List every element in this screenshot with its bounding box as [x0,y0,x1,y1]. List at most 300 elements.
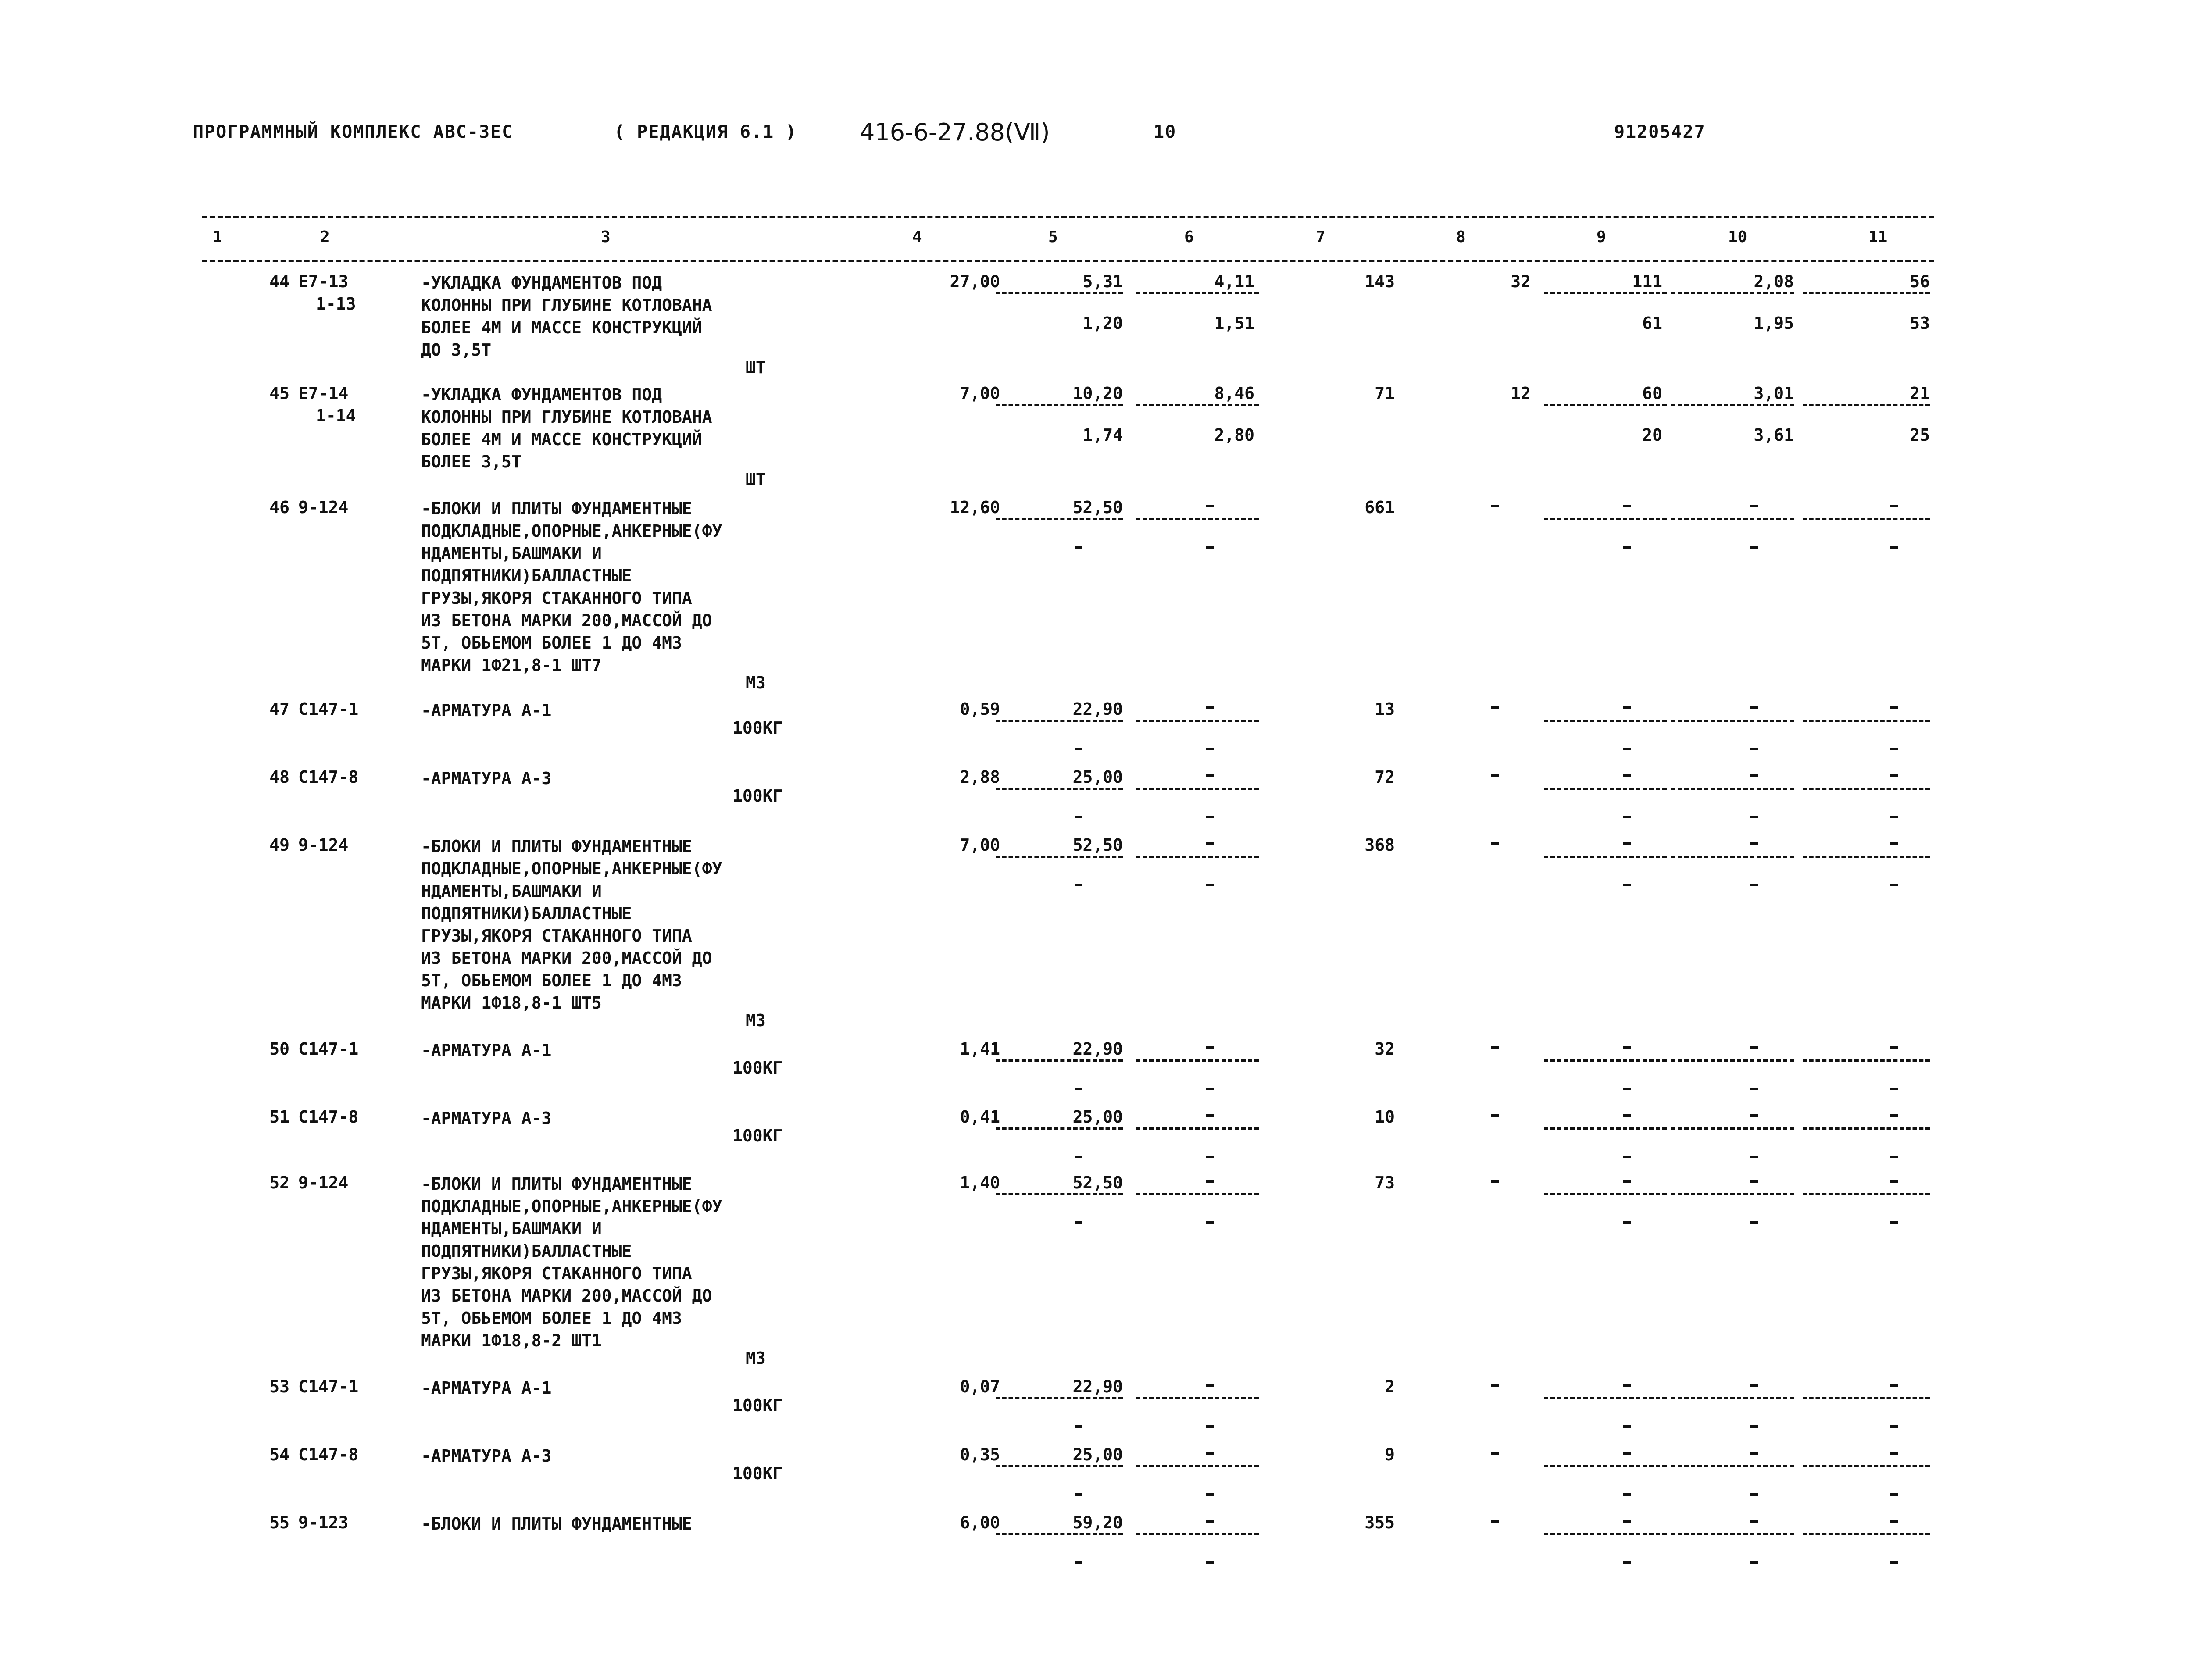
subtotal-rule [1136,1127,1259,1130]
empty-value-dash [1206,842,1214,845]
subtotal-rule [996,856,1123,858]
empty-value-dash [1623,505,1631,507]
empty-value-dash [1890,1046,1898,1049]
norm-code: 9-124 [298,835,349,855]
cell-c7: 10 [1375,1107,1395,1127]
subtotal-rule [1544,1127,1667,1130]
subtotal-rule [1803,1059,1930,1062]
empty-value-dash [1491,1114,1499,1117]
work-description [421,1173,904,1352]
description-line: ПОДКЛАДНЫЕ,ОПОРНЫЕ,АНКЕРНЫЕ(ФУ [421,859,722,878]
empty-value-dash [1075,748,1082,750]
empty-value-dash [1750,774,1758,777]
subtotal-rule [1136,404,1259,406]
cell-c5: 52,50 [1072,835,1123,855]
empty-value-dash [1206,1180,1214,1183]
empty-value-dash [1206,748,1214,750]
cell-c4: 7,00 [960,384,1000,403]
cell-c5: 52,50 [1072,498,1123,517]
edition-label: ( РЕДАКЦИЯ 6.1 ) [614,122,797,142]
empty-value-dash [1206,774,1214,777]
empty-value-dash [1890,1493,1898,1496]
description-line: ИЗ БЕТОНА МАРКИ 200,МАССОЙ ДО [421,611,712,630]
description-line: -УКЛАДКА ФУНДАМЕНТОВ ПОД [421,273,662,292]
row-number: 45 [269,384,289,403]
description-line: БОЛЕЕ 3,5Т [421,452,521,471]
column-header: 6 [1184,228,1194,246]
subtotal-rule [1544,1533,1667,1535]
empty-value-dash [1491,1180,1499,1183]
empty-value-dash [1075,546,1082,549]
subtotal-rule [996,518,1123,520]
empty-value-dash [1890,1384,1898,1387]
cell-c7: 2 [1385,1377,1395,1396]
empty-value-dash [1075,1561,1082,1564]
description-line: НДАМЕНТЫ,БАШМАКИ И [421,544,602,563]
empty-value-dash [1750,706,1758,709]
empty-value-dash [1623,774,1631,777]
empty-value-dash [1491,1520,1499,1523]
description-line: 5Т, ОБЬЕМОМ БОЛЕЕ 1 ДО 4М3 [421,633,682,653]
column-header: 2 [320,228,330,246]
cell-c5: 25,00 [1072,767,1123,787]
subtotal-rule [1136,292,1259,294]
empty-value-dash [1075,1493,1082,1496]
empty-value-dash [1491,842,1499,845]
work-description [421,835,904,1014]
empty-value-dash [1491,1452,1499,1455]
subtotal-rule [1136,856,1259,858]
document-number: 91205427 [1614,122,1706,142]
row-number: 49 [269,835,289,855]
empty-value-dash [1890,1088,1898,1090]
description-line: -АРМАТУРА А-1 [421,1041,552,1060]
empty-value-dash [1890,1180,1898,1183]
description-line: ПОДКЛАДНЫЕ,ОПОРНЫЕ,АНКЕРНЫЕ(ФУ [421,521,722,541]
description-line: -БЛОКИ И ПЛИТЫ ФУНДАМЕНТНЫЕ [421,1514,692,1534]
empty-value-dash [1206,1425,1214,1428]
empty-value-dash [1491,706,1499,709]
cell-c5: 5,31 [1082,272,1123,291]
work-description [421,699,904,722]
description-line: ПОДПЯТНИКИ)БАЛЛАСТНЫЕ [421,904,632,923]
description-line: ИЗ БЕТОНА МАРКИ 200,МАССОЙ ДО [421,949,712,968]
subtotal-rule [1544,856,1667,858]
empty-value-dash [1206,816,1214,818]
subtotal-rule [1544,1397,1667,1399]
column-header: 8 [1456,228,1466,246]
empty-value-dash [1750,505,1758,507]
subtotal-rule [1803,856,1930,858]
empty-value-dash [1750,748,1758,750]
norm-code-secondary: 1-14 [316,406,356,425]
empty-value-dash [1206,1221,1214,1224]
empty-value-dash [1491,505,1499,507]
empty-value-dash [1750,1180,1758,1183]
row-number: 48 [269,767,289,787]
subtotal-rule [1803,788,1930,790]
description-line: ГРУЗЫ,ЯКОРЯ СТАКАННОГО ТИПА [421,926,692,945]
cell-c4: 7,00 [960,835,1000,855]
empty-value-dash [1623,706,1631,709]
cell-c4: 0,07 [960,1377,1000,1396]
subtotal-rule [996,1533,1123,1535]
empty-value-dash [1623,748,1631,750]
unit-of-measure: 100КГ [732,1058,783,1077]
cell-c7: 32 [1375,1039,1395,1059]
description-line: -УКЛАДКА ФУНДАМЕНТОВ ПОД [421,385,662,404]
cell-c10b: 1,95 [1754,314,1794,333]
norm-code: 9-123 [298,1513,349,1532]
row-number: 50 [269,1039,289,1059]
subtotal-rule [1136,1465,1259,1467]
description-line: ГРУЗЫ,ЯКОРЯ СТАКАННОГО ТИПА [421,1264,692,1283]
subtotal-rule [1671,720,1794,722]
description-line: 5Т, ОБЬЕМОМ БОЛЕЕ 1 ДО 4М3 [421,1309,682,1328]
subtotal-rule [1671,518,1794,520]
subtotal-rule [1803,404,1930,406]
work-description [421,1445,904,1467]
cell-c7: 73 [1375,1173,1395,1192]
unit-of-measure: 100КГ [732,1396,783,1415]
empty-value-dash [1206,1520,1214,1523]
cell-c6b: 2,80 [1214,425,1254,445]
cell-c5: 52,50 [1072,1173,1123,1192]
empty-value-dash [1623,1561,1631,1564]
cell-c7: 72 [1375,767,1395,787]
empty-value-dash [1623,1088,1631,1090]
empty-value-dash [1206,706,1214,709]
subtotal-rule [1803,1533,1930,1535]
empty-value-dash [1491,1384,1499,1387]
empty-value-dash [1750,1561,1758,1564]
cell-c5: 25,00 [1072,1107,1123,1127]
subtotal-rule [1671,292,1794,294]
empty-value-dash [1890,505,1898,507]
empty-value-dash [1890,748,1898,750]
work-description [421,1039,904,1062]
work-description [421,384,904,473]
description-line: БОЛЕЕ 4М И МАССЕ КОНСТРУКЦИЙ [421,318,702,337]
cell-c10: 3,01 [1754,384,1794,403]
empty-value-dash [1750,1452,1758,1455]
empty-value-dash [1750,1493,1758,1496]
description-line: -АРМАТУРА А-3 [421,1446,552,1466]
cell-c10b: 3,61 [1754,425,1794,445]
empty-value-dash [1623,1156,1631,1158]
unit-of-measure: М3 [746,673,766,692]
empty-value-dash [1750,842,1758,845]
description-line: МАРКИ 1Ф18,8-1 ШТ5 [421,993,602,1013]
empty-value-dash [1890,774,1898,777]
description-line: МАРКИ 1Ф21,8-1 ШТ7 [421,656,602,675]
subtotal-rule [996,1465,1123,1467]
subtotal-rule [1544,1059,1667,1062]
work-description [421,1513,904,1535]
subtotal-rule [1544,720,1667,722]
cell-c6b: 1,51 [1214,314,1254,333]
cell-c11: 21 [1910,384,1930,403]
empty-value-dash [1623,1452,1631,1455]
empty-value-dash [1890,842,1898,845]
column-header: 5 [1048,228,1058,246]
description-line: -БЛОКИ И ПЛИТЫ ФУНДАМЕНТНЫЕ [421,1174,692,1194]
subtotal-rule [1803,1465,1930,1467]
cell-c7: 355 [1364,1513,1395,1532]
row-number: 53 [269,1377,289,1396]
cell-c9: 60 [1642,384,1662,403]
row-number: 52 [269,1173,289,1192]
subtotal-rule [996,1193,1123,1195]
cell-c7: 9 [1385,1445,1395,1464]
subtotal-rule [1671,1193,1794,1195]
description-line: ПОДПЯТНИКИ)БАЛЛАСТНЫЕ [421,566,632,585]
column-header: 11 [1868,228,1888,246]
empty-value-dash [1206,884,1214,886]
unit-of-measure: 100КГ [732,1464,783,1483]
empty-value-dash [1890,1520,1898,1523]
norm-code-secondary: 1-13 [316,294,356,314]
empty-value-dash [1206,1561,1214,1564]
work-description [421,767,904,790]
subtotal-rule [1671,856,1794,858]
empty-value-dash [1623,1384,1631,1387]
subtotal-rule [1671,1465,1794,1467]
cell-c4: 12,60 [950,498,1000,517]
cell-c5b: 1,74 [1082,425,1123,445]
empty-value-dash [1750,546,1758,549]
empty-value-dash [1623,1493,1631,1496]
norm-code: 9-124 [298,498,349,517]
empty-value-dash [1890,1156,1898,1158]
empty-value-dash [1750,816,1758,818]
row-number: 54 [269,1445,289,1464]
description-line: МАРКИ 1Ф18,8-2 ШТ1 [421,1331,602,1350]
row-number: 55 [269,1513,289,1532]
description-line: КОЛОННЫ ПРИ ГЛУБИНЕ КОТЛОВАНА [421,296,712,315]
cell-c5: 59,20 [1072,1513,1123,1532]
empty-value-dash [1750,1425,1758,1428]
subtotal-rule [1136,788,1259,790]
unit-of-measure: 100КГ [732,1126,783,1145]
column-header: 9 [1597,228,1606,246]
cell-c7: 368 [1364,835,1395,855]
empty-value-dash [1890,1221,1898,1224]
subtotal-rule [1544,404,1667,406]
empty-value-dash [1623,816,1631,818]
cell-c7: 71 [1375,384,1395,403]
empty-value-dash [1206,1046,1214,1049]
column-header-row [202,228,1934,253]
subtotal-rule [1671,1127,1794,1130]
unit-of-measure: 100КГ [732,786,783,806]
empty-value-dash [1890,1561,1898,1564]
empty-value-dash [1623,884,1631,886]
description-line: -БЛОКИ И ПЛИТЫ ФУНДАМЕНТНЫЕ [421,837,692,856]
cell-c4: 2,88 [960,767,1000,787]
cell-c7: 143 [1364,272,1395,291]
unit-of-measure: М3 [746,1348,766,1368]
cell-c4: 0,41 [960,1107,1000,1127]
empty-value-dash [1206,1452,1214,1455]
cell-c9: 111 [1632,272,1662,291]
row-number: 46 [269,498,289,517]
cell-c9b: 61 [1642,314,1662,333]
empty-value-dash [1075,1156,1082,1158]
empty-value-dash [1890,706,1898,709]
description-line: -АРМАТУРА А-1 [421,1378,552,1398]
empty-value-dash [1075,1221,1082,1224]
subtotal-rule [1544,788,1667,790]
norm-code: С147-1 [298,1377,359,1396]
unit-of-measure: ШТ [746,358,766,377]
empty-value-dash [1750,1520,1758,1523]
norm-code: С147-1 [298,699,359,719]
subtotal-rule [1544,1193,1667,1195]
empty-value-dash [1623,1221,1631,1224]
subtotal-rule [996,720,1123,722]
program-title: ПРОГРАММНЫЙ КОМПЛЕКС АВС-3ЕС [193,122,514,142]
subtotal-rule [996,788,1123,790]
empty-value-dash [1890,1114,1898,1117]
empty-value-dash [1750,1156,1758,1158]
empty-value-dash [1206,1493,1214,1496]
cell-c5: 22,90 [1072,699,1123,719]
empty-value-dash [1890,816,1898,818]
subtotal-rule [1803,292,1930,294]
empty-value-dash [1890,546,1898,549]
description-line: -БЛОКИ И ПЛИТЫ ФУНДАМЕНТНЫЕ [421,499,692,518]
subtotal-rule [1671,1059,1794,1062]
description-line: -АРМАТУРА А-3 [421,769,552,788]
subtotal-rule [1671,1397,1794,1399]
subtotal-rule [1136,1533,1259,1535]
empty-value-dash [1206,505,1214,507]
description-line: -АРМАТУРА А-1 [421,701,552,720]
empty-value-dash [1623,546,1631,549]
empty-value-dash [1075,1088,1082,1090]
empty-value-dash [1623,1180,1631,1183]
unit-of-measure: М3 [746,1011,766,1030]
norm-code: Е7-13 [298,272,349,291]
description-line: -АРМАТУРА А-3 [421,1109,552,1128]
description-line: ИЗ БЕТОНА МАРКИ 200,МАССОЙ ДО [421,1286,712,1305]
cell-c5: 10,20 [1072,384,1123,403]
cell-c6: 4,11 [1214,272,1254,291]
subtotal-rule [1136,1193,1259,1195]
empty-value-dash [1750,1221,1758,1224]
subtotal-rule [1803,720,1930,722]
row-number: 51 [269,1107,289,1127]
norm-code: С147-1 [298,1039,359,1059]
column-header: 3 [601,228,611,246]
norm-code: С147-8 [298,767,359,787]
empty-value-dash [1750,884,1758,886]
row-number: 47 [269,699,289,719]
subtotal-rule [1136,1397,1259,1399]
description-line: НДАМЕНТЫ,БАШМАКИ И [421,881,602,901]
work-description [421,1107,904,1130]
subtotal-rule [1803,1127,1930,1130]
unit-of-measure: ШТ [746,470,766,489]
subtotal-rule [1544,292,1667,294]
empty-value-dash [1890,1425,1898,1428]
column-header: 7 [1316,228,1325,246]
description-line: ПОДКЛАДНЫЕ,ОПОРНЫЕ,АНКЕРНЫЕ(ФУ [421,1197,722,1216]
header-bottom-rule [202,260,1934,262]
subtotal-rule [996,292,1123,294]
column-header: 10 [1728,228,1747,246]
empty-value-dash [1206,1114,1214,1117]
cell-c11b: 25 [1910,425,1930,445]
cell-c9b: 20 [1642,425,1662,445]
empty-value-dash [1206,1156,1214,1158]
subtotal-rule [1544,518,1667,520]
empty-value-dash [1750,1384,1758,1387]
subtotal-rule [1136,518,1259,520]
cell-c4: 27,00 [950,272,1000,291]
column-header: 4 [912,228,922,246]
cell-c4: 0,59 [960,699,1000,719]
cell-c7: 13 [1375,699,1395,719]
empty-value-dash [1075,884,1082,886]
empty-value-dash [1623,1046,1631,1049]
empty-value-dash [1750,1114,1758,1117]
cell-c5: 25,00 [1072,1445,1123,1464]
empty-value-dash [1075,816,1082,818]
cell-c11: 56 [1910,272,1930,291]
cell-c5b: 1,20 [1082,314,1123,333]
empty-value-dash [1491,1046,1499,1049]
subtotal-rule [1544,1465,1667,1467]
cell-c8: 12 [1511,384,1531,403]
cell-c4: 1,40 [960,1173,1000,1192]
description-line: ПОДПЯТНИКИ)БАЛЛАСТНЫЕ [421,1241,632,1261]
empty-value-dash [1206,1088,1214,1090]
norm-code: Е7-14 [298,384,349,403]
work-description [421,498,904,677]
empty-value-dash [1623,842,1631,845]
subtotal-rule [1136,720,1259,722]
page-number: 10 [1154,122,1177,142]
empty-value-dash [1623,1520,1631,1523]
unit-of-measure: 100КГ [732,718,783,738]
cell-c5: 22,90 [1072,1039,1123,1059]
document-code: 416-6-27.88(Ⅶ) [860,118,1050,146]
description-line: КОЛОННЫ ПРИ ГЛУБИНЕ КОТЛОВАНА [421,407,712,427]
empty-value-dash [1491,774,1499,777]
work-description [421,1377,904,1399]
empty-value-dash [1890,1452,1898,1455]
row-number: 44 [269,272,289,291]
description-line: НДАМЕНТЫ,БАШМАКИ И [421,1219,602,1238]
cell-c6: 8,46 [1214,384,1254,403]
subtotal-rule [1803,1193,1930,1195]
subtotal-rule [1136,1059,1259,1062]
empty-value-dash [1075,1425,1082,1428]
empty-value-dash [1750,1088,1758,1090]
description-line: БОЛЕЕ 4М И МАССЕ КОНСТРУКЦИЙ [421,430,702,449]
cell-c11b: 53 [1910,314,1930,333]
description-line: 5Т, ОБЬЕМОМ БОЛЕЕ 1 ДО 4М3 [421,971,682,990]
subtotal-rule [996,1397,1123,1399]
cell-c4: 1,41 [960,1039,1000,1059]
cell-c5: 22,90 [1072,1377,1123,1396]
empty-value-dash [1623,1114,1631,1117]
cell-c4: 0,35 [960,1445,1000,1464]
empty-value-dash [1750,1046,1758,1049]
empty-value-dash [1206,546,1214,549]
